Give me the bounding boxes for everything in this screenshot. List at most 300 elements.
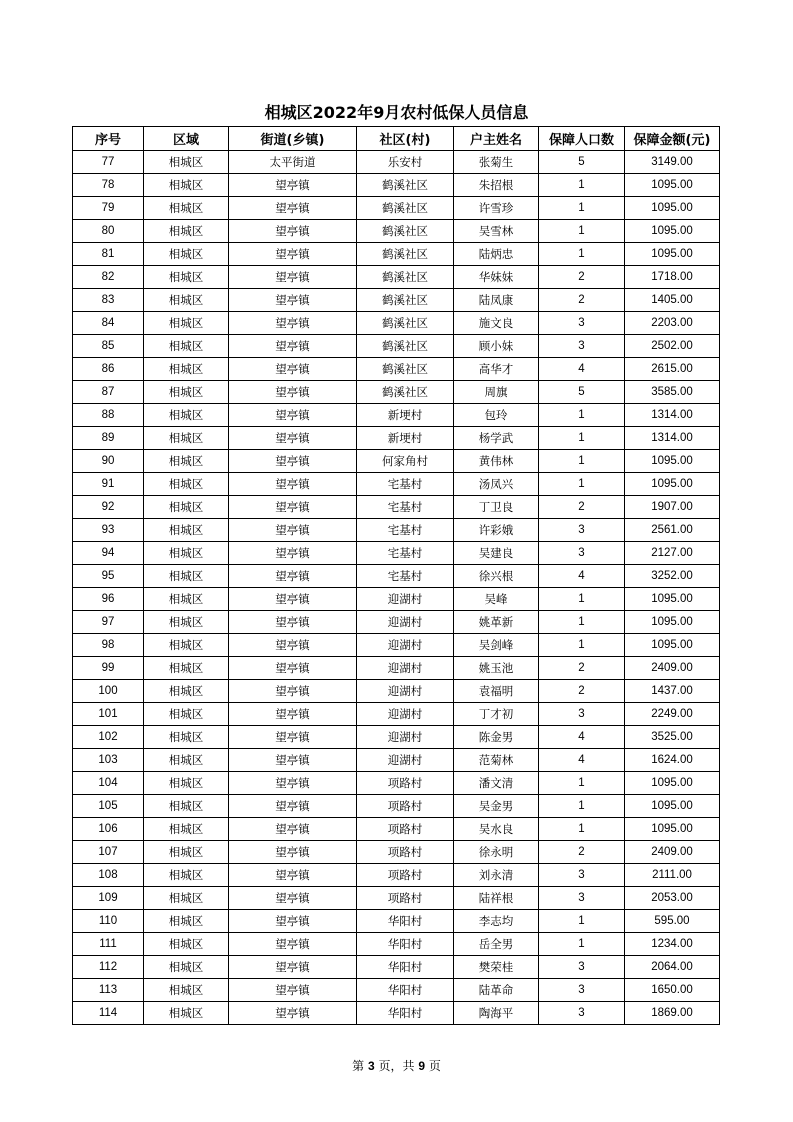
cell-amount: 2409.00	[625, 841, 720, 864]
cell-seq: 98	[73, 634, 144, 657]
cell-community: 迎湖村	[357, 588, 454, 611]
cell-householder: 陈金男	[454, 726, 539, 749]
cell-householder: 华妹妹	[454, 266, 539, 289]
cell-district: 相城区	[144, 680, 229, 703]
cell-seq: 99	[73, 657, 144, 680]
cell-persons: 1	[539, 772, 625, 795]
cell-householder: 姚革新	[454, 611, 539, 634]
cell-district: 相城区	[144, 312, 229, 335]
cell-amount: 1314.00	[625, 427, 720, 450]
cell-amount: 1095.00	[625, 818, 720, 841]
table-row	[73, 887, 720, 910]
cell-householder: 张菊生	[454, 151, 539, 174]
cell-community: 鹤溪社区	[357, 243, 454, 266]
table-row	[73, 588, 720, 611]
table-row	[73, 335, 720, 358]
cell-seq: 108	[73, 864, 144, 887]
cell-street: 望亭镇	[229, 887, 357, 910]
cell-persons: 3	[539, 335, 625, 358]
cell-amount: 1095.00	[625, 588, 720, 611]
table-row	[73, 749, 720, 772]
cell-amount: 2053.00	[625, 887, 720, 910]
cell-householder: 徐兴根	[454, 565, 539, 588]
cell-community: 宅基村	[357, 542, 454, 565]
table-row	[73, 956, 720, 979]
page-footer	[0, 1057, 793, 1074]
table-row	[73, 289, 720, 312]
cell-district: 相城区	[144, 910, 229, 933]
table-row	[73, 197, 720, 220]
cell-amount: 2561.00	[625, 519, 720, 542]
cell-district: 相城区	[144, 381, 229, 404]
cell-amount: 1314.00	[625, 404, 720, 427]
cell-community: 项路村	[357, 864, 454, 887]
table-row	[73, 910, 720, 933]
cell-seq: 85	[73, 335, 144, 358]
cell-district: 相城区	[144, 404, 229, 427]
cell-householder: 刘永清	[454, 864, 539, 887]
cell-amount: 1095.00	[625, 772, 720, 795]
table-row	[73, 933, 720, 956]
cell-community: 宅基村	[357, 565, 454, 588]
cell-seq: 112	[73, 956, 144, 979]
column-header-district: 区域	[144, 127, 229, 151]
cell-householder: 范菊林	[454, 749, 539, 772]
cell-persons: 2	[539, 289, 625, 312]
cell-householder: 姚玉池	[454, 657, 539, 680]
cell-street: 望亭镇	[229, 657, 357, 680]
cell-householder: 樊荣桂	[454, 956, 539, 979]
cell-householder: 徐永明	[454, 841, 539, 864]
cell-street: 望亭镇	[229, 519, 357, 542]
cell-street: 望亭镇	[229, 542, 357, 565]
cell-street: 望亭镇	[229, 404, 357, 427]
footer-suffix: 页	[428, 1059, 441, 1073]
cell-householder: 施文良	[454, 312, 539, 335]
cell-amount: 595.00	[625, 910, 720, 933]
cell-householder: 李志均	[454, 910, 539, 933]
table-row	[73, 1002, 720, 1025]
cell-street: 望亭镇	[229, 335, 357, 358]
table-row	[73, 473, 720, 496]
table-row	[73, 795, 720, 818]
cell-community: 华阳村	[357, 910, 454, 933]
cell-community: 鹤溪社区	[357, 220, 454, 243]
cell-street: 望亭镇	[229, 266, 357, 289]
cell-seq: 111	[73, 933, 144, 956]
cell-district: 相城区	[144, 427, 229, 450]
cell-householder: 潘文清	[454, 772, 539, 795]
cell-persons: 1	[539, 450, 625, 473]
cell-persons: 2	[539, 680, 625, 703]
table-row	[73, 818, 720, 841]
cell-amount: 3252.00	[625, 565, 720, 588]
cell-amount: 1095.00	[625, 174, 720, 197]
cell-amount: 1869.00	[625, 1002, 720, 1025]
cell-street: 望亭镇	[229, 427, 357, 450]
cell-seq: 102	[73, 726, 144, 749]
cell-street: 望亭镇	[229, 795, 357, 818]
cell-persons: 3	[539, 864, 625, 887]
cell-street: 望亭镇	[229, 496, 357, 519]
cell-street: 望亭镇	[229, 174, 357, 197]
cell-street: 望亭镇	[229, 703, 357, 726]
cell-seq: 110	[73, 910, 144, 933]
cell-district: 相城区	[144, 473, 229, 496]
cell-amount: 1437.00	[625, 680, 720, 703]
cell-amount: 2111.00	[625, 864, 720, 887]
cell-community: 鹤溪社区	[357, 335, 454, 358]
table-row	[73, 634, 720, 657]
cell-seq: 79	[73, 197, 144, 220]
cell-community: 迎湖村	[357, 634, 454, 657]
cell-street: 望亭镇	[229, 611, 357, 634]
cell-street: 太平街道	[229, 151, 357, 174]
footer-page-number: 3	[367, 1059, 375, 1073]
cell-community: 项路村	[357, 841, 454, 864]
table-row	[73, 726, 720, 749]
column-header-street: 街道(乡镇)	[229, 127, 357, 151]
cell-persons: 2	[539, 841, 625, 864]
cell-district: 相城区	[144, 450, 229, 473]
cell-amount: 3585.00	[625, 381, 720, 404]
cell-persons: 1	[539, 473, 625, 496]
table-body	[73, 151, 720, 1025]
cell-street: 望亭镇	[229, 634, 357, 657]
cell-householder: 黄伟林	[454, 450, 539, 473]
cell-street: 望亭镇	[229, 956, 357, 979]
table-row	[73, 565, 720, 588]
cell-district: 相城区	[144, 519, 229, 542]
cell-street: 望亭镇	[229, 1002, 357, 1025]
cell-seq: 83	[73, 289, 144, 312]
cell-community: 项路村	[357, 887, 454, 910]
cell-persons: 1	[539, 220, 625, 243]
cell-street: 望亭镇	[229, 910, 357, 933]
cell-amount: 1624.00	[625, 749, 720, 772]
table-row	[73, 496, 720, 519]
cell-amount: 2203.00	[625, 312, 720, 335]
table-row	[73, 358, 720, 381]
cell-amount: 1907.00	[625, 496, 720, 519]
cell-district: 相城区	[144, 979, 229, 1002]
cell-amount: 1095.00	[625, 795, 720, 818]
cell-district: 相城区	[144, 496, 229, 519]
cell-persons: 2	[539, 266, 625, 289]
cell-persons: 2	[539, 496, 625, 519]
assistance-table	[72, 126, 720, 1025]
cell-district: 相城区	[144, 542, 229, 565]
cell-seq: 105	[73, 795, 144, 818]
cell-persons: 4	[539, 358, 625, 381]
cell-householder: 杨学武	[454, 427, 539, 450]
cell-persons: 1	[539, 910, 625, 933]
cell-seq: 107	[73, 841, 144, 864]
cell-street: 望亭镇	[229, 289, 357, 312]
cell-seq: 114	[73, 1002, 144, 1025]
cell-householder: 吴金男	[454, 795, 539, 818]
cell-persons: 3	[539, 542, 625, 565]
cell-householder: 陆祥根	[454, 887, 539, 910]
cell-householder: 陆凤康	[454, 289, 539, 312]
cell-householder: 朱招根	[454, 174, 539, 197]
cell-community: 迎湖村	[357, 611, 454, 634]
cell-persons: 1	[539, 243, 625, 266]
cell-householder: 丁卫良	[454, 496, 539, 519]
cell-persons: 3	[539, 887, 625, 910]
column-header-persons: 保障人口数	[539, 127, 625, 151]
cell-seq: 80	[73, 220, 144, 243]
cell-district: 相城区	[144, 795, 229, 818]
cell-amount: 1095.00	[625, 243, 720, 266]
cell-amount: 1650.00	[625, 979, 720, 1002]
footer-prefix: 第	[352, 1059, 365, 1073]
cell-district: 相城区	[144, 864, 229, 887]
table-row	[73, 979, 720, 1002]
cell-district: 相城区	[144, 266, 229, 289]
cell-community: 项路村	[357, 818, 454, 841]
table-row	[73, 542, 720, 565]
cell-community: 迎湖村	[357, 749, 454, 772]
cell-seq: 92	[73, 496, 144, 519]
cell-community: 华阳村	[357, 1002, 454, 1025]
cell-persons: 1	[539, 404, 625, 427]
table-row	[73, 312, 720, 335]
cell-district: 相城区	[144, 772, 229, 795]
cell-persons: 3	[539, 519, 625, 542]
cell-seq: 101	[73, 703, 144, 726]
cell-seq: 81	[73, 243, 144, 266]
cell-street: 望亭镇	[229, 565, 357, 588]
table-row	[73, 864, 720, 887]
cell-seq: 96	[73, 588, 144, 611]
cell-persons: 3	[539, 979, 625, 1002]
cell-street: 望亭镇	[229, 197, 357, 220]
cell-householder: 陆炳忠	[454, 243, 539, 266]
cell-community: 新埂村	[357, 427, 454, 450]
cell-seq: 97	[73, 611, 144, 634]
cell-community: 迎湖村	[357, 703, 454, 726]
cell-householder: 吴建良	[454, 542, 539, 565]
table-row	[73, 657, 720, 680]
table-row	[73, 381, 720, 404]
cell-community: 迎湖村	[357, 657, 454, 680]
table-row	[73, 174, 720, 197]
cell-community: 华阳村	[357, 979, 454, 1002]
cell-seq: 94	[73, 542, 144, 565]
cell-seq: 86	[73, 358, 144, 381]
cell-community: 新埂村	[357, 404, 454, 427]
cell-street: 望亭镇	[229, 220, 357, 243]
footer-middle: 页，共	[378, 1059, 415, 1073]
cell-seq: 113	[73, 979, 144, 1002]
cell-district: 相城区	[144, 933, 229, 956]
cell-community: 鹤溪社区	[357, 266, 454, 289]
cell-street: 望亭镇	[229, 772, 357, 795]
cell-street: 望亭镇	[229, 933, 357, 956]
cell-householder: 高华才	[454, 358, 539, 381]
cell-street: 望亭镇	[229, 358, 357, 381]
table-row	[73, 772, 720, 795]
cell-amount: 1405.00	[625, 289, 720, 312]
table-row	[73, 427, 720, 450]
cell-community: 鹤溪社区	[357, 174, 454, 197]
cell-amount: 1095.00	[625, 220, 720, 243]
cell-persons: 4	[539, 726, 625, 749]
cell-persons: 5	[539, 151, 625, 174]
cell-householder: 袁福明	[454, 680, 539, 703]
cell-street: 望亭镇	[229, 312, 357, 335]
cell-seq: 89	[73, 427, 144, 450]
table-row	[73, 450, 720, 473]
footer-total-pages: 9	[418, 1059, 426, 1073]
cell-district: 相城区	[144, 611, 229, 634]
page-title: 相城区2022年9月农村低保人员信息	[264, 103, 529, 122]
column-header-amount: 保障金额(元)	[625, 127, 720, 151]
cell-district: 相城区	[144, 358, 229, 381]
cell-community: 华阳村	[357, 933, 454, 956]
cell-district: 相城区	[144, 565, 229, 588]
table-row	[73, 611, 720, 634]
cell-seq: 87	[73, 381, 144, 404]
cell-seq: 93	[73, 519, 144, 542]
cell-street: 望亭镇	[229, 749, 357, 772]
cell-seq: 109	[73, 887, 144, 910]
cell-amount: 1095.00	[625, 611, 720, 634]
cell-amount: 1718.00	[625, 266, 720, 289]
cell-amount: 1234.00	[625, 933, 720, 956]
table-row	[73, 404, 720, 427]
cell-householder: 吴水良	[454, 818, 539, 841]
cell-street: 望亭镇	[229, 473, 357, 496]
cell-householder: 陆革命	[454, 979, 539, 1002]
cell-district: 相城区	[144, 289, 229, 312]
cell-seq: 78	[73, 174, 144, 197]
table-row	[73, 266, 720, 289]
cell-street: 望亭镇	[229, 243, 357, 266]
cell-persons: 1	[539, 197, 625, 220]
cell-seq: 103	[73, 749, 144, 772]
cell-amount: 1095.00	[625, 450, 720, 473]
cell-community: 鹤溪社区	[357, 289, 454, 312]
cell-persons: 3	[539, 1002, 625, 1025]
cell-community: 华阳村	[357, 956, 454, 979]
cell-persons: 1	[539, 634, 625, 657]
cell-householder: 包玲	[454, 404, 539, 427]
cell-seq: 95	[73, 565, 144, 588]
cell-district: 相城区	[144, 335, 229, 358]
cell-householder: 许雪珍	[454, 197, 539, 220]
cell-seq: 104	[73, 772, 144, 795]
cell-seq: 82	[73, 266, 144, 289]
cell-street: 望亭镇	[229, 726, 357, 749]
cell-amount: 2127.00	[625, 542, 720, 565]
cell-district: 相城区	[144, 841, 229, 864]
cell-persons: 1	[539, 933, 625, 956]
cell-householder: 吴雪林	[454, 220, 539, 243]
table-row	[73, 841, 720, 864]
cell-amount: 2502.00	[625, 335, 720, 358]
table-row	[73, 519, 720, 542]
cell-district: 相城区	[144, 818, 229, 841]
cell-amount: 3149.00	[625, 151, 720, 174]
cell-street: 望亭镇	[229, 381, 357, 404]
cell-community: 宅基村	[357, 519, 454, 542]
cell-persons: 1	[539, 795, 625, 818]
cell-district: 相城区	[144, 634, 229, 657]
cell-persons: 1	[539, 818, 625, 841]
cell-community: 鹤溪社区	[357, 358, 454, 381]
cell-householder: 陶海平	[454, 1002, 539, 1025]
cell-persons: 5	[539, 381, 625, 404]
column-header-community: 社区(村)	[357, 127, 454, 151]
cell-householder: 周旗	[454, 381, 539, 404]
cell-persons: 3	[539, 956, 625, 979]
cell-amount: 2615.00	[625, 358, 720, 381]
cell-amount: 3525.00	[625, 726, 720, 749]
cell-seq: 100	[73, 680, 144, 703]
table-header-row	[73, 127, 720, 151]
cell-community: 何家角村	[357, 450, 454, 473]
cell-community: 迎湖村	[357, 680, 454, 703]
cell-persons: 3	[539, 312, 625, 335]
table-row	[73, 220, 720, 243]
cell-amount: 2064.00	[625, 956, 720, 979]
cell-community: 鹤溪社区	[357, 197, 454, 220]
cell-amount: 1095.00	[625, 473, 720, 496]
cell-persons: 1	[539, 611, 625, 634]
cell-district: 相城区	[144, 956, 229, 979]
table-row	[73, 243, 720, 266]
cell-community: 鹤溪社区	[357, 312, 454, 335]
cell-amount: 1095.00	[625, 634, 720, 657]
cell-persons: 1	[539, 588, 625, 611]
cell-persons: 3	[539, 703, 625, 726]
cell-district: 相城区	[144, 197, 229, 220]
cell-community: 项路村	[357, 772, 454, 795]
cell-persons: 2	[539, 657, 625, 680]
cell-seq: 88	[73, 404, 144, 427]
table-row	[73, 680, 720, 703]
cell-district: 相城区	[144, 749, 229, 772]
cell-seq: 84	[73, 312, 144, 335]
cell-community: 项路村	[357, 795, 454, 818]
cell-district: 相城区	[144, 588, 229, 611]
cell-amount: 2249.00	[625, 703, 720, 726]
cell-amount: 1095.00	[625, 197, 720, 220]
cell-amount: 2409.00	[625, 657, 720, 680]
cell-district: 相城区	[144, 726, 229, 749]
cell-seq: 90	[73, 450, 144, 473]
cell-district: 相城区	[144, 243, 229, 266]
cell-street: 望亭镇	[229, 841, 357, 864]
cell-district: 相城区	[144, 1002, 229, 1025]
cell-district: 相城区	[144, 657, 229, 680]
cell-householder: 丁才初	[454, 703, 539, 726]
cell-community: 宅基村	[357, 496, 454, 519]
column-header-householder: 户主姓名	[454, 127, 539, 151]
cell-street: 望亭镇	[229, 818, 357, 841]
cell-householder: 许彩娥	[454, 519, 539, 542]
cell-district: 相城区	[144, 887, 229, 910]
cell-district: 相城区	[144, 151, 229, 174]
cell-householder: 岳全男	[454, 933, 539, 956]
cell-householder: 顾小妹	[454, 335, 539, 358]
cell-householder: 吴剑峰	[454, 634, 539, 657]
cell-district: 相城区	[144, 220, 229, 243]
table-row	[73, 703, 720, 726]
cell-householder: 吴峰	[454, 588, 539, 611]
